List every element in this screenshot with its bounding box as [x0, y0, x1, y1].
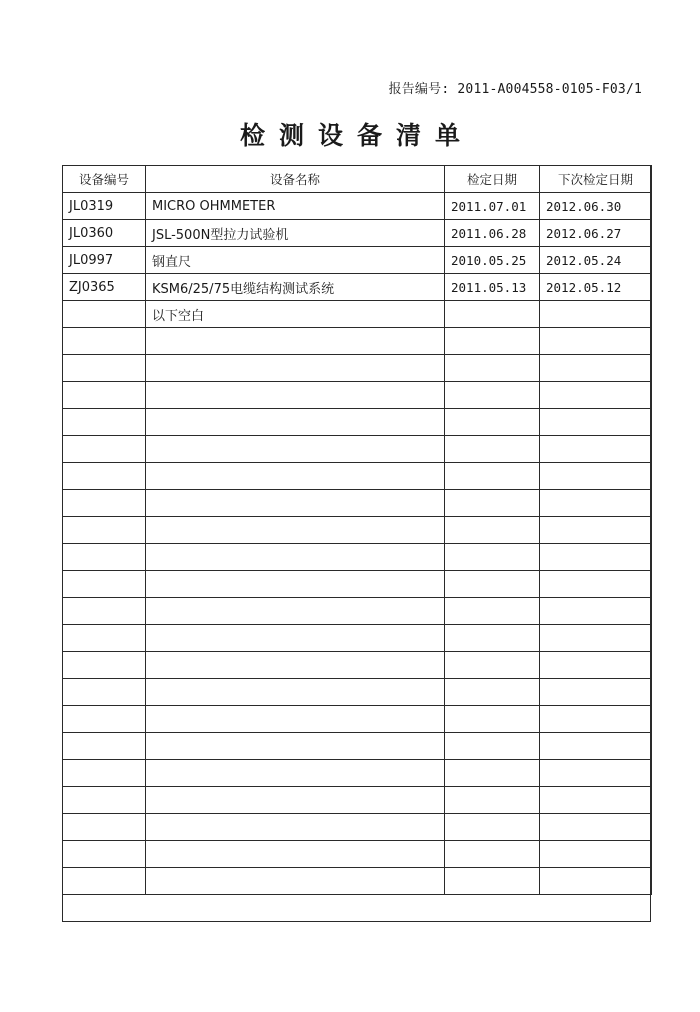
- blank-cell: [63, 787, 146, 814]
- blank-cell: [63, 652, 146, 679]
- blank-cell: [146, 436, 445, 463]
- blank-cell: [146, 382, 445, 409]
- blank-table-row: [63, 679, 652, 706]
- blank-cell: [445, 841, 540, 868]
- blank-cell: [63, 355, 146, 382]
- blank-cell: [540, 571, 652, 598]
- cell-equipment-name: 以下空白: [146, 301, 445, 328]
- cell-calibration-date: 2011.07.01: [445, 193, 540, 220]
- cell-next-calibration-date: 2012.05.12: [540, 274, 652, 301]
- blank-cell: [63, 436, 146, 463]
- blank-cell: [540, 328, 652, 355]
- blank-table-row: [63, 544, 652, 571]
- blank-cell: [445, 868, 540, 895]
- blank-cell: [63, 706, 146, 733]
- blank-cell: [63, 382, 146, 409]
- equipment-table: [62, 165, 652, 895]
- cell-calibration-date: 2011.06.28: [445, 220, 540, 247]
- blank-table-row: [63, 463, 652, 490]
- blank-cell: [146, 409, 445, 436]
- blank-cell: [63, 841, 146, 868]
- blank-table-row: [63, 382, 652, 409]
- cell-equipment-name: MICRO OHMMETER: [146, 193, 445, 220]
- blank-cell: [445, 517, 540, 544]
- table-row: [63, 247, 652, 274]
- cell-equipment-id: ZJ0365: [63, 274, 146, 301]
- blank-cell: [540, 706, 652, 733]
- blank-table-row: [63, 652, 652, 679]
- blank-cell: [445, 652, 540, 679]
- blank-table-row: [63, 409, 652, 436]
- blank-cell: [146, 814, 445, 841]
- cell-calibration-date: 2011.05.13: [445, 274, 540, 301]
- blank-cell: [445, 328, 540, 355]
- blank-cell: [540, 733, 652, 760]
- blank-cell: [445, 382, 540, 409]
- blank-cell: [146, 706, 445, 733]
- header-equipment-id: 设备编号: [63, 166, 146, 193]
- blank-cell: [146, 328, 445, 355]
- blank-table-row: [63, 328, 652, 355]
- blank-cell: [146, 571, 445, 598]
- table-row: [63, 220, 652, 247]
- blank-table-row: [63, 787, 652, 814]
- blank-cell: [63, 544, 146, 571]
- cell-calibration-date: [445, 301, 540, 328]
- blank-cell: [540, 814, 652, 841]
- blank-cell: [146, 868, 445, 895]
- blank-table-row: [63, 841, 652, 868]
- blank-cell: [445, 544, 540, 571]
- table-row: [63, 274, 652, 301]
- cell-equipment-id: JL0360: [63, 220, 146, 247]
- blank-cell: [540, 463, 652, 490]
- blank-cell: [146, 598, 445, 625]
- blank-cell: [540, 868, 652, 895]
- blank-table-row: [63, 598, 652, 625]
- blank-cell: [146, 355, 445, 382]
- blank-table-row: [63, 760, 652, 787]
- blank-cell: [63, 598, 146, 625]
- blank-table-row: [63, 868, 652, 895]
- blank-table-row: [63, 355, 652, 382]
- blank-cell: [63, 571, 146, 598]
- cell-equipment-name: KSM6/25/75电缆结构测试系统: [146, 274, 445, 301]
- cell-calibration-date: 2010.05.25: [445, 247, 540, 274]
- cell-next-calibration-date: 2012.06.30: [540, 193, 652, 220]
- blank-cell: [146, 841, 445, 868]
- blank-cell: [540, 625, 652, 652]
- header-calibration-date: 检定日期: [445, 166, 540, 193]
- blank-cell: [63, 490, 146, 517]
- blank-cell: [445, 436, 540, 463]
- blank-cell: [146, 733, 445, 760]
- cell-next-calibration-date: [540, 301, 652, 328]
- blank-cell: [445, 463, 540, 490]
- cell-next-calibration-date: 2012.05.24: [540, 247, 652, 274]
- blank-cell: [445, 733, 540, 760]
- blank-cell: [540, 760, 652, 787]
- blank-cell: [63, 733, 146, 760]
- blank-cell: [445, 760, 540, 787]
- blank-cell: [445, 598, 540, 625]
- blank-cell: [540, 598, 652, 625]
- blank-cell: [63, 517, 146, 544]
- cell-equipment-name: JSL-500N型拉力试验机: [146, 220, 445, 247]
- blank-table-row: [63, 436, 652, 463]
- cell-equipment-id: [63, 301, 146, 328]
- blank-cell: [146, 787, 445, 814]
- blank-cell: [445, 490, 540, 517]
- blank-cell: [445, 814, 540, 841]
- blank-cell: [146, 760, 445, 787]
- blank-cell: [540, 652, 652, 679]
- blank-cell: [540, 544, 652, 571]
- blank-cell: [540, 355, 652, 382]
- blank-table-row: [63, 814, 652, 841]
- blank-cell: [146, 490, 445, 517]
- blank-cell: [63, 409, 146, 436]
- blank-cell: [540, 490, 652, 517]
- table-body: [63, 193, 652, 895]
- blank-cell: [146, 652, 445, 679]
- blank-cell: [540, 436, 652, 463]
- document-title: 检测设备清单: [239, 121, 474, 150]
- blank-cell: [445, 625, 540, 652]
- blank-table-row: [63, 490, 652, 517]
- blank-table-row: [63, 733, 652, 760]
- header-next-calibration-date: 下次检定日期: [540, 166, 652, 193]
- blank-cell: [146, 463, 445, 490]
- blank-cell: [63, 625, 146, 652]
- blank-cell: [445, 355, 540, 382]
- blank-table-row: [63, 706, 652, 733]
- blank-cell: [540, 679, 652, 706]
- blank-cell: [540, 517, 652, 544]
- blank-table-row: [63, 517, 652, 544]
- table-header-row: [63, 166, 652, 193]
- blank-cell: [445, 706, 540, 733]
- blank-cell: [540, 787, 652, 814]
- blank-cell: [445, 679, 540, 706]
- blank-cell: [445, 787, 540, 814]
- blank-cell: [63, 868, 146, 895]
- blank-cell: [540, 382, 652, 409]
- blank-cell: [63, 463, 146, 490]
- blank-cell: [146, 544, 445, 571]
- blank-cell: [146, 679, 445, 706]
- blank-cell: [63, 328, 146, 355]
- blank-cell: [445, 571, 540, 598]
- cell-next-calibration-date: 2012.06.27: [540, 220, 652, 247]
- blank-cell: [146, 625, 445, 652]
- header-equipment-name: 设备名称: [146, 166, 445, 193]
- blank-cell: [63, 679, 146, 706]
- cell-equipment-name: 钢直尺: [146, 247, 445, 274]
- blank-cell: [63, 814, 146, 841]
- report-number: 报告编号: 2011-A004558-0105-F03/1: [388, 82, 642, 97]
- blank-cell: [63, 760, 146, 787]
- table-row: [63, 301, 652, 328]
- blank-table-row: [63, 571, 652, 598]
- cell-equipment-id: JL0319: [63, 193, 146, 220]
- cell-equipment-id: JL0997: [63, 247, 146, 274]
- blank-cell: [445, 409, 540, 436]
- table-row: [63, 193, 652, 220]
- blank-cell: [540, 841, 652, 868]
- blank-table-row: [63, 625, 652, 652]
- blank-cell: [540, 409, 652, 436]
- blank-cell: [146, 517, 445, 544]
